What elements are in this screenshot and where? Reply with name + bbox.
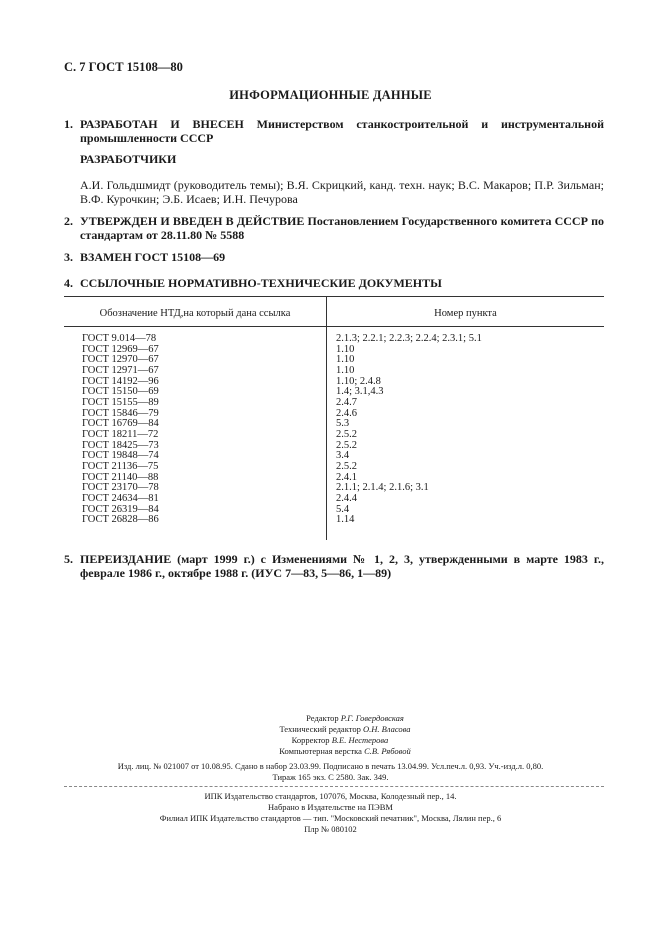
table-row-document: ГОСТ 9.014—78	[82, 333, 157, 344]
table-row-clause: 2.4.6	[336, 407, 357, 419]
section-3	[64, 250, 604, 264]
table-row-document: ГОСТ 26828—86	[82, 514, 159, 526]
table-top-rule	[64, 296, 604, 297]
section-2	[64, 214, 604, 242]
table-row-document: ГОСТ 26319—84	[82, 503, 159, 515]
table-row-clause: 2.5.2	[336, 428, 357, 440]
printer-address: Филиал ИПК Издательство стандартов — тип. "Московский печатник", Москва, Лялин пер., 6	[159, 813, 502, 823]
section-text: УТВЕРЖДЕН И ВВЕДЕН В ДЕЙСТВИЕ Постановлением Государственного комитета СССР по стандартам от 28.11.80 № 5588	[80, 214, 604, 242]
section-number: 1.	[64, 117, 73, 131]
table-row-document: ГОСТ 14192—96	[82, 375, 159, 387]
editor-label: Редактор	[306, 713, 339, 723]
section-4	[64, 276, 604, 290]
table-row-document: ГОСТ 24634—81	[82, 492, 159, 504]
layout-name: С.В. Рябовой	[364, 746, 411, 756]
section-number: 5.	[64, 552, 73, 566]
editor-line	[255, 713, 455, 724]
section-text: ПЕРЕИЗДАНИЕ (март 1999 г.) с Изменениями № 1, 2, 3, утвержденными в марте 1983 г., феврале 1986 г., октябре 1988 г. (ИУС 7—83, 5—86, 1—89)	[80, 552, 604, 580]
table-row-document: ГОСТ 23170—78	[82, 482, 159, 494]
publication-details: Изд. лиц. № 021007 от 10.08.95. Сдано в набор 23.03.99. Подписано в печать 13.04.99. Усл.печ.л. 0,93. Уч.-изд.л. 0,80.	[117, 761, 544, 771]
print-run: Тираж 165 экз. С 2580. Зак. 349.	[272, 772, 389, 782]
table-row-clause: 3.4	[336, 450, 350, 462]
table-header-document: Обозначение НТД,на который дана ссылка	[99, 308, 291, 319]
section-5	[64, 552, 604, 580]
table-row-clause: 1.14	[336, 514, 355, 526]
table-row-document: ГОСТ 12971—67	[82, 364, 159, 376]
table-row-clause: 1.10; 2.4.8	[336, 375, 381, 387]
table-row-document: ГОСТ 12970—67	[82, 354, 159, 366]
layout-line	[225, 746, 465, 757]
table-row-clause: 1.10	[336, 354, 355, 366]
table-row-document: ГОСТ 21140—88	[82, 471, 159, 483]
table-row-document: ГОСТ 12969—67	[82, 343, 159, 355]
table-row-clause: 2.4.1	[336, 471, 357, 483]
page-header: С. 7 ГОСТ 15108—80	[64, 60, 183, 74]
table-row-clause: 2.5.2	[336, 439, 357, 451]
editor-name: Р.Г. Говердовская	[340, 713, 404, 723]
section-text: РАЗРАБОТАН И ВНЕСЕН Министерством станкостроительной и инструментальной промышленности СССР	[80, 117, 604, 145]
table-row-document: ГОСТ 21136—75	[82, 460, 159, 472]
section-number: 4.	[64, 276, 73, 290]
table-row-clause: 2.4.7	[336, 396, 357, 408]
corrector-line	[240, 735, 440, 746]
layout-label: Компьютерная верстка	[279, 746, 362, 756]
table-row-clause: 1.10	[336, 343, 355, 355]
page-title: ИНФОРМАЦИОННЫЕ ДАННЫЕ	[229, 88, 432, 102]
corrector-name: В.Е. Нестерова	[331, 735, 389, 745]
table-column-divider	[326, 296, 327, 540]
section-text: ВЗАМЕН ГОСТ 15108—69	[80, 250, 226, 264]
section-number: 2.	[64, 214, 73, 228]
table-row-clause: 2.5.2	[336, 460, 357, 472]
table-column-documents	[82, 334, 159, 526]
tech-editor-label: Технический редактор	[279, 724, 361, 734]
developers-list: А.И. Гольдшмидт (руководитель темы); В.Я. Скрицкий, канд. техн. наук; В.С. Макаров; П.Р. Зильман; В.Ф. Курочкин; Э.Б. Исаев; И.Н. Печурова	[80, 178, 604, 206]
typeset-note: Набрано в Издательстве на ПЭВМ	[268, 802, 393, 812]
publisher-address: ИПК Издательство стандартов, 107076, Москва, Колодезный пер., 14.	[204, 791, 457, 801]
section-number: 3.	[64, 250, 73, 264]
section-text: ССЫЛОЧНЫЕ НОРМАТИВНО-ТЕХНИЧЕСКИЕ ДОКУМЕНТЫ	[80, 276, 442, 290]
table-column-clauses	[336, 334, 482, 526]
section-1	[64, 117, 604, 145]
table-row-document: ГОСТ 15155—89	[82, 396, 159, 408]
reference-table	[64, 296, 604, 540]
table-row-document: ГОСТ 18425—73	[82, 439, 159, 451]
tech-editor-name: О.Н. Власова	[362, 724, 411, 734]
corrector-label: Корректор	[291, 735, 330, 745]
table-row-clause: 1.4; 3.1,4.3	[336, 386, 384, 398]
table-row-document: ГОСТ 15150—69	[82, 386, 159, 398]
table-row-document: ГОСТ 16769—84	[82, 418, 159, 430]
imprint-divider	[64, 786, 604, 787]
tech-editor-line	[225, 724, 465, 735]
table-row-clause: 2.4.4	[336, 492, 357, 504]
table-row-document: ГОСТ 19848—74	[82, 450, 159, 462]
table-row-document: ГОСТ 18211—72	[82, 428, 159, 440]
table-row-clause: 2.1.1; 2.1.4; 2.1.6; 3.1	[336, 482, 429, 494]
table-row-clause: 5.4	[336, 503, 350, 515]
developers-heading: РАЗРАБОТЧИКИ	[80, 152, 177, 166]
table-row-clause: 2.1.3; 2.2.1; 2.2.3; 2.2.4; 2.3.1; 5.1	[336, 333, 482, 344]
table-header-clause: Номер пункта	[434, 308, 497, 319]
table-header-rule	[64, 326, 604, 327]
table-row-document: ГОСТ 15846—79	[82, 407, 159, 419]
table-row-clause: 5.3	[336, 418, 350, 430]
table-row-clause: 1.10	[336, 364, 355, 376]
license-number: Плр № 080102	[304, 824, 357, 834]
